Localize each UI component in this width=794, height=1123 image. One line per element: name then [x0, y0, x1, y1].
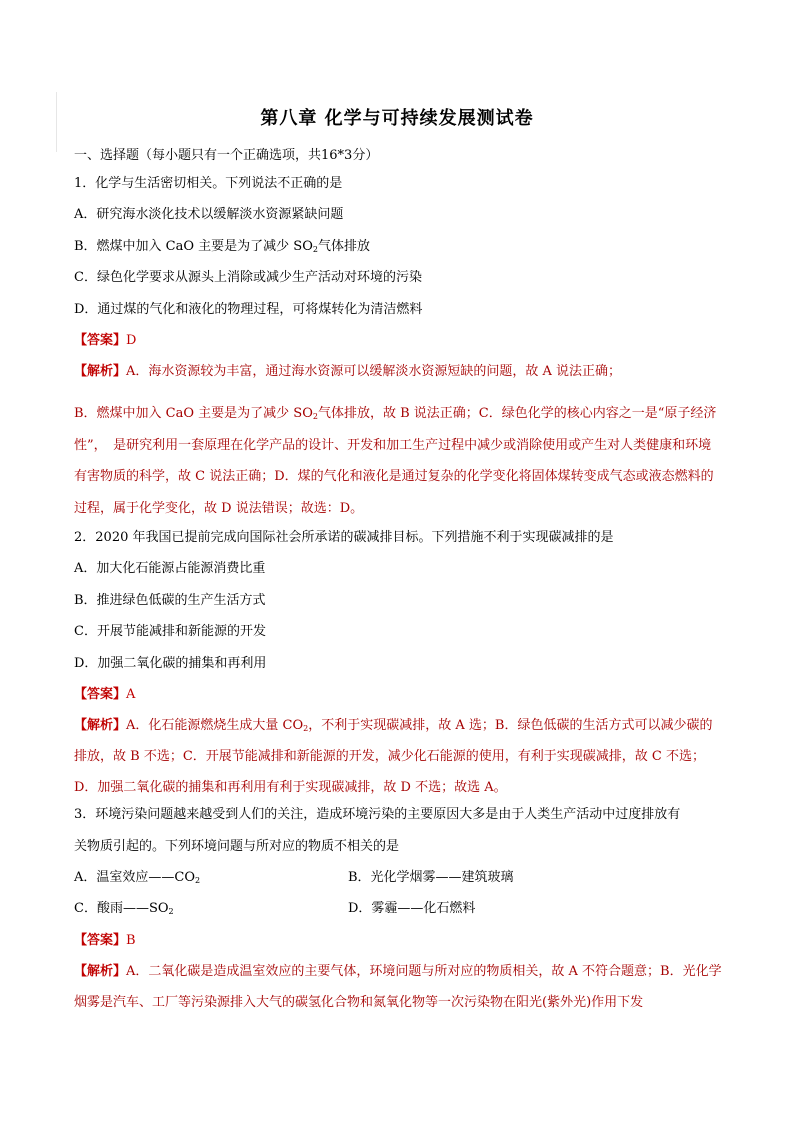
q3-a-subscript: 2	[195, 876, 201, 886]
page-title: 第八章 化学与可持续发展测试卷	[260, 108, 534, 129]
q3-a-text: A．温室效应——CO	[74, 870, 195, 886]
question-2-option-b: B．推进绿色低碳的生产生活方式	[74, 592, 266, 608]
question-1-stem: 1．化学与生活密切相关。下列说法不正确的是	[74, 176, 343, 191]
question-3-option-d: D．雾霾——化石燃料	[348, 901, 476, 917]
answer-label: 【答案】	[74, 686, 127, 702]
document-content	[74, 146, 722, 1020]
question-2-stem: 2．2020 年我国已提前完成向国际社会所承诺的碳减排目标。下列措施不利于实现碳减排的是	[74, 529, 614, 545]
analysis-label: 【解析】	[74, 364, 127, 380]
question-2-option-d: D．加强二氧化碳的捕集和再利用	[74, 655, 267, 671]
analysis-text: A．化石能源燃烧生成大量 CO	[126, 718, 304, 734]
analysis-subscript: 2	[303, 724, 309, 734]
analysis-subscript: 2	[312, 412, 318, 422]
section-heading: 一、选择题（每小题只有一个正确选项，共16*3分）	[74, 148, 379, 163]
q3-c-text: C．酸雨——SO	[74, 901, 169, 917]
question-3-stem-line-2: 关物质引起的。下列环境问题与所对应的物质不相关的是	[74, 838, 400, 854]
answer-label: 【答案】	[74, 332, 127, 348]
question-2-option-c: C．开展节能减排和新能源的开发	[74, 624, 266, 640]
q1-b-tail: 气体排放	[317, 238, 370, 254]
question-1-option-b	[74, 237, 722, 257]
analysis-text: A．海水资源较为丰富，通过海水资源可以缓解淡水资源短缺的问题，故 A 说法正确；	[126, 364, 622, 380]
q1-b-text: B．燃煤中加入 CaO 主要是为了减少 SO	[74, 238, 313, 254]
answer-value: B	[126, 932, 136, 948]
question-1-option-d: D．通过煤的气化和液化的物理过程，可将煤转化为清洁燃料	[74, 301, 423, 317]
answer-label: 【答案】	[74, 932, 127, 948]
question-3-option-b: B．光化学烟雾——建筑玻璃	[348, 870, 514, 886]
question-1-answer	[74, 331, 722, 351]
analysis-label: 【解析】	[74, 964, 127, 980]
analysis-text: A．二氧化碳是造成温室效应的主要气体，环境问题与所对应的物质相关，故 A 不符合题意；B．光化学烟雾是汽车、工厂等污染源排入大气的碳氢化合物和氮氧化物等一次污染物在阳光(紫外光)作用下发	[74, 964, 722, 1011]
question-1-option-c: C．绿色化学要求从源头上消除或减少生产活动对环境的污染	[74, 270, 422, 286]
question-3-options-row-2	[74, 899, 722, 919]
question-2-option-a: A．加大化石能源占能源消费比重	[74, 561, 266, 577]
answer-value: D	[126, 332, 137, 348]
analysis-text: B．燃煤中加入 CaO 主要是为了减少 SO	[74, 406, 313, 422]
q3-c-subscript: 2	[168, 907, 174, 917]
analysis-text: ，不利于实现碳减排，故 A 选；B．绿色低碳的生活方式可以减少碳的排放，故 B 不选；C．开展节能减排和新能源的开发，减少化石能源的使用，有利于实现碳减排，故 C 不选；D．加强二氧化碳的捕集和再利用有利于实现碳减排，故 D 不选；故选 A。	[74, 718, 713, 796]
question-3-option-a	[74, 868, 348, 888]
question-1-option-a: A．研究海水淡化技术以缓解淡水资源紧缺问题	[74, 207, 344, 223]
question-2-analysis	[74, 710, 722, 803]
analysis-text: 气体排放，故 B 说法正确；C．绿色化学的核心内容之一是“原子经济性”， 是研究利用一套原理在化学产品的设计、开发和加工生产过程中减少或消除使用或产生对人类健康和环境有害物质的科学，故 C 说法正确；D．煤的气化和液化是通过复杂的化学变化将固体煤转变成气态或液态燃料的过程，属于化学变化，故 D 说法错误；故选：D。	[74, 406, 717, 516]
question-1-analysis-1	[74, 362, 722, 382]
question-3-analysis	[74, 956, 722, 1018]
question-3-stem-line-1: 3．环境污染问题越来越受到人们的关注，造成环境污染的主要原因大多是由于人类生产活动中过度排放有	[74, 807, 681, 823]
question-3-options-row-1	[74, 868, 722, 888]
question-3-answer	[74, 931, 722, 951]
question-1-analysis-2	[74, 398, 722, 524]
question-3-option-c	[74, 899, 348, 919]
analysis-label: 【解析】	[74, 718, 127, 734]
q1-b-subscript: 2	[312, 244, 318, 254]
question-2-answer	[74, 685, 722, 705]
answer-value: A	[126, 686, 136, 702]
